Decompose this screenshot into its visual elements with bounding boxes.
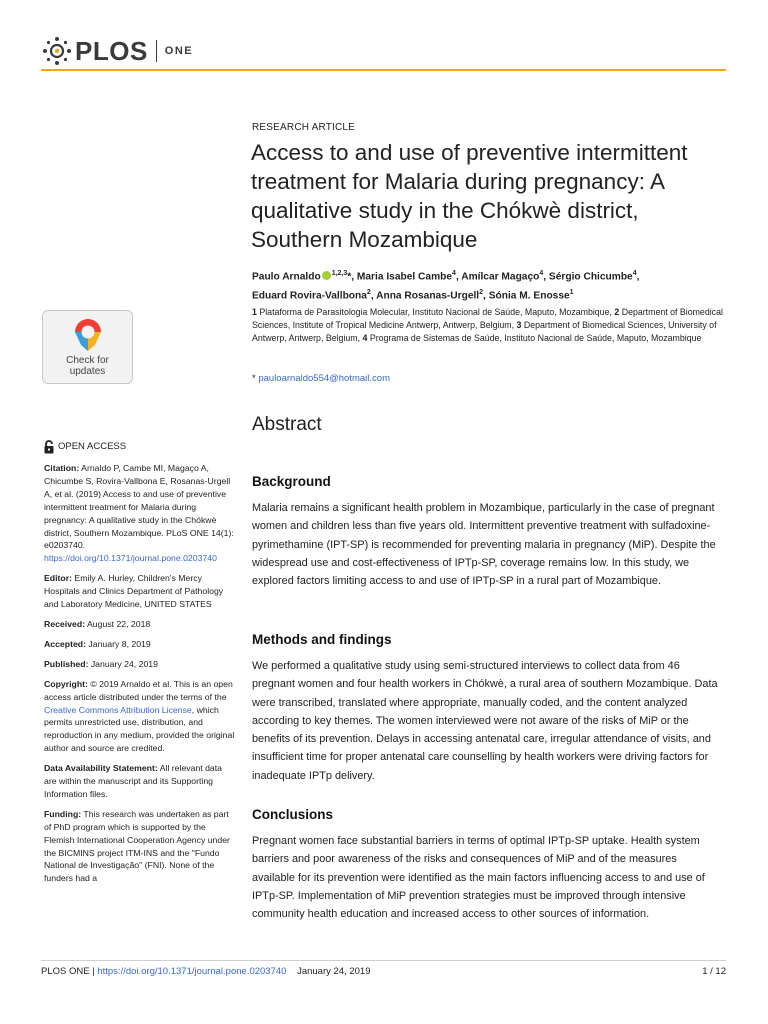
article-sidebar: [44, 440, 236, 892]
logo-divider: [156, 40, 157, 62]
affil-number: 4: [362, 333, 368, 344]
abstract-heading: Abstract: [252, 414, 322, 435]
data-availability-label: Data Availability Statement:: [44, 763, 158, 774]
corresp-marker: *: [252, 373, 256, 384]
published-label: Published:: [44, 658, 89, 669]
data-availability-text: All relevant data are within the manuscript and its Supporting Information files.: [44, 763, 223, 799]
plos-logo-icon: [41, 35, 73, 67]
author-affil-sup: 2: [479, 289, 484, 297]
editor-label: Editor:: [44, 573, 72, 584]
author-affil-sup: 4: [632, 270, 637, 277]
conclusions-section: [252, 807, 722, 923]
funding-text: This research was undertaken as part of PhD program which is supported by the Flemish International Cooperation Agency under the BICMINS project ITM-INS and the "Fundo National de Investigação" (FNI). None of the funders had a: [44, 808, 230, 884]
affil-text: Programa de Sistemas de Saúde, Instituto Nacional de Saúde, Maputo, Mozambique: [367, 333, 702, 344]
affil-text: Department of Biomedical Sciences, University of Antwerp, Antwerp, Belgium,: [252, 320, 717, 344]
open-access-label: [44, 440, 236, 454]
author-affil-sup: 1,2,3: [331, 270, 348, 277]
affil-text: Plataforma de Parasitologia Molecular, Instituto Nacional de Saúde, Maputo, Mozambique,: [256, 307, 615, 317]
footer-separator: |: [89, 966, 98, 977]
affiliations: [252, 306, 724, 346]
author-name[interactable]: , Sérgio Chicumbe: [543, 271, 633, 283]
affil-text: Department of Biomedical Sciences, Institute of Tropical Medicine Antwerp, Antwerp, Belgium,: [252, 307, 723, 331]
correspondence: [252, 373, 390, 384]
accepted-text: January 8, 2019: [86, 638, 151, 649]
author-name[interactable]: , Amílcar Magaço: [455, 271, 540, 283]
editor-text: Emily A. Hurley, Children's Mercy Hospitals and Clinics Department of Pathology and Laboratory Medicine, UNITED STATES: [44, 573, 224, 610]
crossmark-icon: [73, 317, 103, 353]
author-name[interactable]: , Anna Rosanas-Urgell: [370, 290, 480, 302]
published-block: [44, 658, 236, 671]
footer-rule: [41, 960, 726, 961]
data-availability-block: [44, 762, 236, 801]
accepted-block: [44, 638, 236, 651]
received-label: Received:: [44, 618, 86, 629]
author-affil-sup: 2: [366, 289, 371, 297]
check-label-line1: Check for: [66, 355, 109, 366]
author-name[interactable]: Paulo Arnaldo: [252, 271, 321, 283]
footer-journal: PLOS ONE: [41, 966, 90, 977]
citation-label: Citation:: [44, 463, 80, 473]
article-title: Access to and use of preventive intermittent treatment for Malaria during pregnancy: A qualitative study in the Chókwè district, Southern Mozambique: [251, 140, 688, 252]
footer-date: January 24, 2019: [297, 966, 371, 977]
editor-block: [44, 572, 236, 611]
conclusions-body: Pregnant women face substantial barriers in terms of optimal IPTp-SP uptake. Health system barriers and poor awareness of the risks and consequences of MiP and of the measures available for its prevention were identified as the main factors influencing access to and use of IPTp-SP. Implementation of MiP prevention strategies must be improved through intensive community health education and increased access to other sources of information.: [252, 835, 705, 921]
affil-number: 1: [252, 307, 257, 317]
footer-doi-link[interactable]: https://doi.org/10.1371/journal.pone.0203740: [97, 966, 287, 977]
received-block: [44, 618, 236, 631]
received-text: August 22, 2018: [85, 618, 151, 629]
plos-logo-text: PLOS: [75, 35, 148, 66]
citation-text: Arnaldo P, Cambe MI, Magaço A, Chicumbe S, Rovira-Vallbona E, Rosanas-Urgell A, et al. (2019) Access to and use of preventive intermittent treatment for Malaria during pregnancy: A qualitative study in the Chókwè district, Southern Mozambique. PLoS ONE 14(1): e0203740.: [44, 463, 234, 551]
author-name[interactable]: *, Maria Isabel Cambe: [347, 271, 453, 283]
check-for-updates-label: [66, 355, 109, 377]
journal-header: [41, 34, 193, 68]
author-name[interactable]: Eduard Rovira-Vallbona: [252, 290, 367, 302]
funding-block: [44, 808, 236, 885]
copyright-block: [44, 678, 236, 755]
journal-name: ONE: [164, 45, 194, 57]
citation-block: [44, 462, 236, 565]
article-type: RESEARCH ARTICLE: [252, 122, 356, 133]
funding-label: Funding:: [44, 808, 82, 819]
open-access-text: OPEN ACCESS: [58, 440, 127, 452]
background-section: [252, 474, 722, 590]
check-for-updates-badge[interactable]: [42, 310, 133, 384]
accepted-label: Accepted:: [44, 638, 86, 649]
copyright-text: © 2019 Arnaldo et al. This is an open access article distributed under the terms of the: [44, 678, 233, 702]
author-affil-sup: 1: [569, 289, 574, 297]
author-separator: ,: [636, 271, 640, 283]
open-lock-icon: [44, 440, 54, 454]
background-heading: Background: [252, 474, 331, 489]
corresp-email-link[interactable]: pauloarnaldo554@hotmail.com: [258, 373, 390, 384]
check-label-line2: updates: [69, 366, 106, 377]
author-affil-sup: 4: [452, 270, 456, 277]
orcid-icon[interactable]: [322, 271, 331, 280]
page-footer: [41, 966, 726, 977]
author-list: [252, 266, 722, 305]
author-affil-sup: 4: [539, 270, 544, 277]
published-text: January 24, 2019: [88, 658, 158, 669]
methods-heading: Methods and findings: [252, 632, 392, 647]
license-link[interactable]: Creative Commons Attribution License: [44, 704, 192, 715]
methods-body: We performed a qualitative study using semi-structured interviews to collect data from 46 pregnant women and four health workers in Chókwè, a rural area of southern Mozambique. Data were transcribed, translated where appropriate, manually coded, and the content analyzed according to key themes. The women interviewed were not aware of the risks of MiP or the benefits of its prevention. Delays in accessing antenatal care, irregular attendance of visits, and insufficient time for proper antenatal care counselling by health workers were driving factors for inadequate IPTp delivery.: [252, 660, 718, 782]
citation-doi-link[interactable]: https://doi.org/10.1371/journal.pone.0203740: [44, 553, 217, 564]
conclusions-heading: Conclusions: [252, 807, 334, 822]
affil-number: 3: [516, 320, 522, 331]
background-body: Malaria remains a significant health problem in Mozambique, particularly in the case of pregnant women and children less than five years old. Intermittent preventive treatment with sulfadoxine-pyrimethamine (IPT-SP) is recommended for preventing malaria in pregnancy (MiP). Despite the widespread use and cost-effectiveness of IPTp-SP, coverage remains low. In this study, we explored factors limiting access to and use of IPTp-SP in a rural part of Mozambique.: [252, 502, 716, 588]
affil-number: 2: [614, 307, 620, 317]
author-name[interactable]: , Sónia M. Enosse: [483, 290, 570, 302]
page-number: 1 / 12: [702, 966, 726, 977]
methods-section: [252, 632, 722, 785]
header-rule: [41, 69, 726, 71]
copyright-label: Copyright:: [44, 678, 88, 689]
copyright-text-end: , which permits unrestricted use, distribution, and reproduction in any medium, provided the original author and source are credited.: [44, 704, 235, 754]
